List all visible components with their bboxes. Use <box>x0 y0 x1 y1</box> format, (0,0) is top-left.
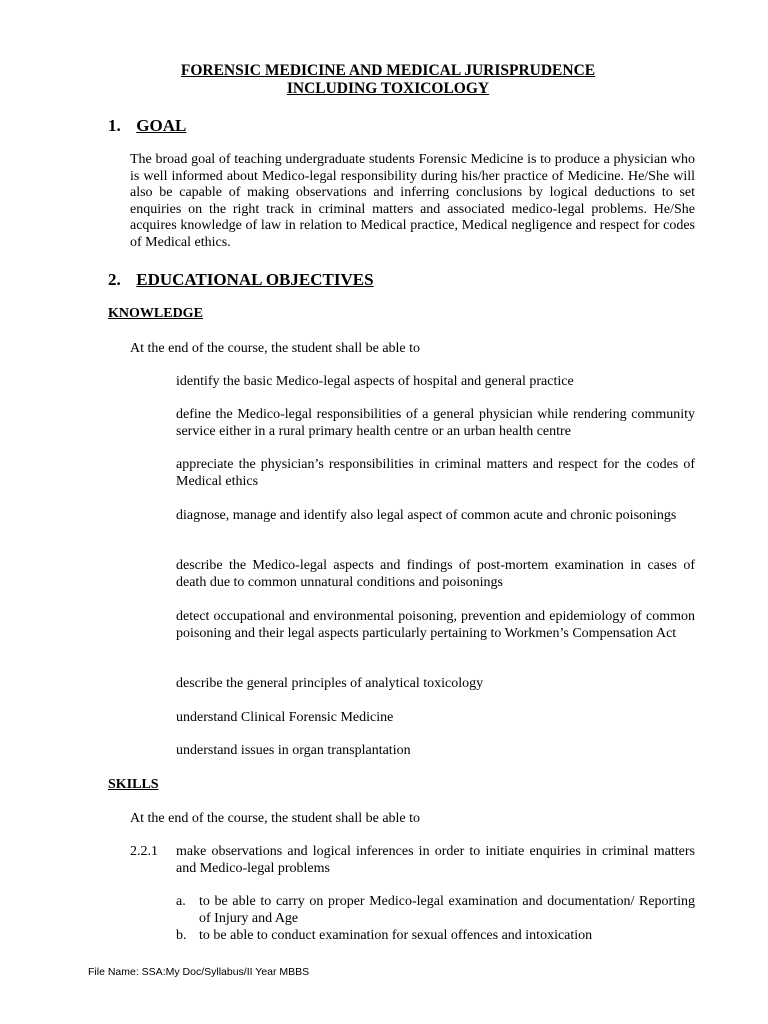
sub-item-text: to be able to carry on proper Medico-legal examination and documentation/ Reporting of Injury and Age <box>199 894 695 926</box>
skills-intro: At the end of the course, the student shall be able to <box>130 811 421 826</box>
knowledge-item: diagnose, manage and identify also legal aspect of common acute and chronic poisonings <box>176 508 677 523</box>
objectives-number: 2. <box>108 270 121 289</box>
knowledge-item: detect occupational and environmental poisoning, prevention and epidemiology of common poisoning and their legal aspects particularly pertaining to Workmen’s Compensation Act <box>176 609 695 641</box>
document-title <box>108 62 668 98</box>
knowledge-item: identify the basic Medico-legal aspects of hospital and general practice <box>176 374 574 389</box>
skills-item-number: 2.2.1 <box>130 844 158 859</box>
objectives-heading <box>108 270 374 290</box>
page-footer: File Name: SSA:My Doc/Syllabus/II Year MBBS <box>88 966 310 978</box>
knowledge-item: describe the Medico-legal aspects and findings of post-mortem examination in cases of death due to common unnatural conditions and poisonings <box>176 558 695 590</box>
knowledge-item: appreciate the physician’s responsibilities in criminal matters and respect for the codes of Medical ethics <box>176 457 695 489</box>
goal-paragraph: The broad goal of teaching undergraduate students Forensic Medicine is to produce a physician who is well informed about Medico-legal responsibility during his/her practice of Medicine. He/She will also be capable of making observations and inferring conclusions by logical deductions to set enquiries on the right track in criminal matters and associated medico-legal problems. He/She acquires knowledge of law in relation to Medical practice, Medical negligence and respect for codes of Medical ethics. <box>130 152 695 250</box>
knowledge-item: describe the general principles of analytical toxicology <box>176 676 484 691</box>
knowledge-intro: At the end of the course, the student shall be able to <box>130 341 421 356</box>
sub-item-letter: a. <box>176 894 186 909</box>
sub-item-text: to be able to conduct examination for sexual offences and intoxication <box>199 928 593 943</box>
goal-heading-text: GOAL <box>136 116 187 135</box>
title-line-2: INCLUDING TOXICOLOGY <box>286 80 490 97</box>
goal-heading <box>108 116 186 136</box>
skills-item <box>130 844 695 877</box>
objectives-heading-text: EDUCATIONAL OBJECTIVES <box>136 270 374 289</box>
goal-number: 1. <box>108 116 121 135</box>
skills-sub-item <box>176 894 695 927</box>
skills-item-text: make observations and logical inferences in order to initiate enquiries in criminal matters and Medico-legal problems <box>176 844 695 876</box>
knowledge-heading: KNOWLEDGE <box>108 306 203 321</box>
knowledge-item: understand issues in organ transplantation <box>176 743 411 758</box>
sub-item-letter: b. <box>176 928 187 943</box>
title-line-1: FORENSIC MEDICINE AND MEDICAL JURISPRUDENCE <box>180 62 596 79</box>
skills-heading: SKILLS <box>108 777 159 792</box>
knowledge-item: define the Medico-legal responsibilities of a general physician while rendering community service either in a rural primary health centre or an urban health centre <box>176 407 695 439</box>
knowledge-item: understand Clinical Forensic Medicine <box>176 710 394 725</box>
skills-sub-item <box>176 928 695 945</box>
